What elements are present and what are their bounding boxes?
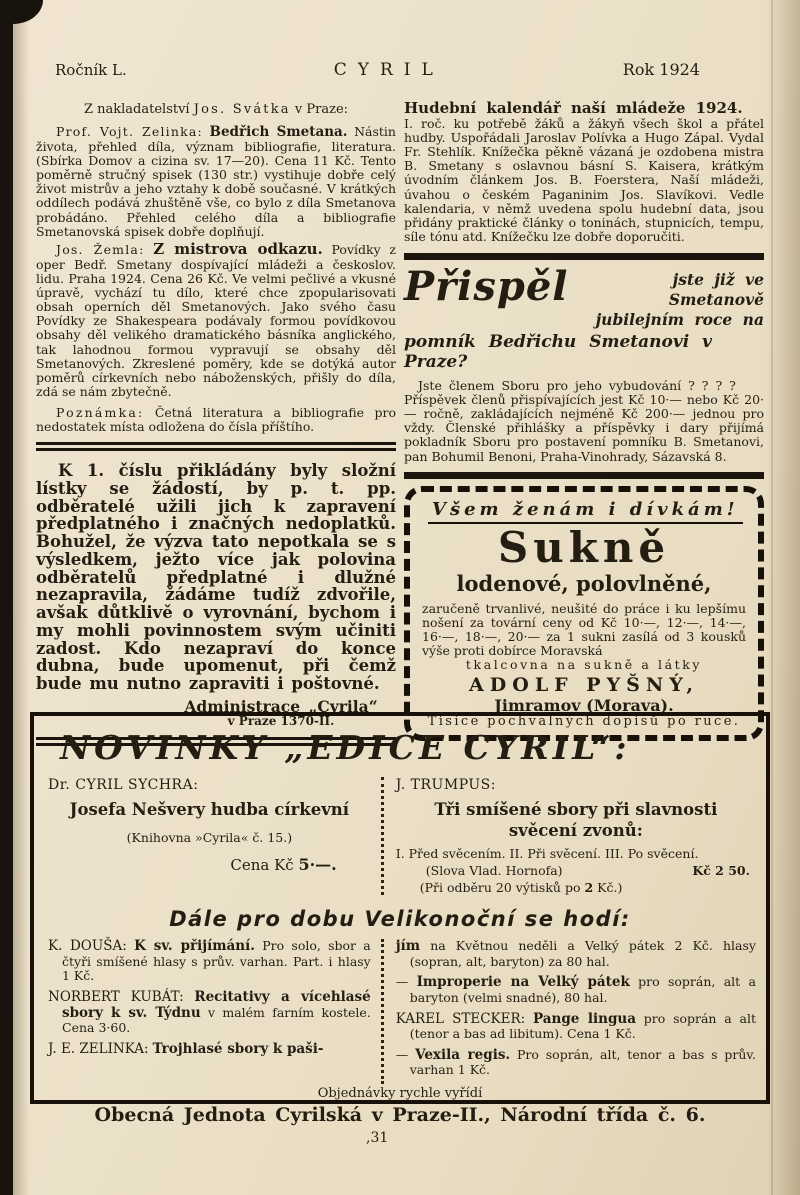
novinky-row-1 (34, 767, 766, 895)
review-body: Nástin života, přehled díla, význam bibliografie, literatura. (Sbírka Domov a cizina sv. 17—20). Cena 11 Kč. Tento poměrně stručný spisek (130 str.) vystihuje dobře celý život mistrův a jeho vztahy k době současné. V krátkých oddílech podává zhuštěně vše, co bylo z díla Smetanova probádáno. Přehled celého díla a bibliografie Smetanovská spisek dobře doplňují. (36, 123, 396, 239)
item-detail-1: I. Před svěcením. II. Při svěcení. III. Po svěcení. (395, 846, 699, 862)
ad-company-name: ADOLF PYŠNÝ, (469, 674, 699, 697)
novinky-item-sychra (48, 777, 381, 895)
order-note: Objednávky rychle vyřídí (317, 1085, 483, 1101)
memorial-appeal (404, 263, 764, 464)
signature-address: v Praze 1370-II. (227, 714, 335, 729)
ad-product-name: Sukně (497, 522, 671, 572)
entry-rest: v malém farním kostele. Cena 3·60. (62, 1004, 371, 1036)
item-title-line1: Tři smíšené sbory při slavnosti (434, 800, 718, 819)
easter-list-right (381, 939, 756, 1084)
easter-entry-dousa (48, 939, 371, 984)
section-divider (36, 442, 396, 451)
calendar-title: Hudební kalendář naší mládeže 1924. (404, 99, 743, 117)
detail-tail: Kč.) (593, 880, 623, 896)
entry-rest: pro soprán, alt a baryton (velmi snadné), 80 hal. (409, 974, 756, 1006)
memorial-side-lines (580, 268, 764, 330)
page-header (45, 60, 755, 80)
easter-heading: Dále pro dobu Velikonoční se hodí: (169, 907, 631, 932)
item-title: Josefa Nešvery hudba církevní (69, 800, 350, 819)
ad-headline: Všem ženám i dívkám! (428, 500, 743, 524)
review-book-title: Bedřich Smetana. (209, 123, 348, 140)
price-value: 5·—. (298, 854, 337, 874)
review-paragraph-zelinka (36, 125, 396, 239)
review-paragraph-zemla (36, 241, 396, 399)
novinky-row-2 (34, 931, 766, 1084)
ad-footer-line: Tisíce pochvalných dopisů po ruce. (427, 713, 741, 729)
item-detail-3 (396, 880, 756, 895)
memorial-headline-line3: pomník Bedřichu Smetanovi v Praze? (404, 332, 712, 372)
easter-list-left (48, 939, 381, 1084)
item-series: (Knihovna »Cyrila« č. 15.) (126, 829, 293, 845)
note-body: Četná literatura a bibliografie pro nedostatek místa odložena do čísla příštího. (36, 405, 396, 435)
entry-rest: Pro solo, sbor a čtyři smíšené hlasy s prův. varhan. Part. i hlasy 1 Kč. (62, 938, 371, 984)
signature-name: Administrace „Cyrila“ (184, 696, 378, 716)
page-number: ,31 (366, 1130, 389, 1146)
left-column (36, 103, 396, 746)
entry-author: J. E. ZELINKA: (48, 1040, 149, 1057)
ad-company-place: Jimramov (Morava). (494, 695, 674, 715)
entry-title: jím (395, 938, 421, 955)
publisher-heading-lead: Z nakladatelství (83, 102, 190, 117)
scan-left-shadow (13, 0, 29, 1195)
scan-left-edge (0, 0, 13, 1195)
heavy-rule (404, 472, 764, 479)
item-title-line2: svěcení zvonů: (508, 820, 643, 840)
memorial-side-line2: jubilejním roce na (595, 310, 764, 330)
review-author: Prof. Vojt. Zelinka: (56, 123, 203, 139)
entry-rest: Pro soprán, alt, tenor a bas s prův. varhan 1 Kč. (409, 1046, 756, 1078)
entry-title: K sv. přijímání. (134, 938, 255, 955)
year-label: Rok 1924 (622, 60, 700, 79)
easter-entry-kubat (48, 990, 371, 1036)
editor-note (36, 406, 396, 434)
entry-author: KAREL STECKER: (395, 1010, 526, 1027)
easter-entry-vexila (396, 1048, 756, 1078)
entry-prefix: — (395, 974, 417, 990)
entry-title: Vexila regis. (415, 1046, 511, 1063)
review-body: Povídky z oper Bedř. Smetany dospívající mládeži a českoslov. lidu. Praha 1924. Cena 26 Kč. Ve velmi pečlivé a vkusné úpravě, vychází tu dílo, které chce zpopularisovati obsah operních děl Smetanových. Jako svého času Povídky ze Shakespeara podávaly formou povídkovou obsahy děl velikého dramatického básníka anglického, tak lahodnou formou vypravují se obsahy děl Smetanových. Zkreslené poměry, kde se dotýká autor poměrů církevních nebo náboženských, přišly do díla, zdá se nám zbytečně. (36, 241, 396, 399)
heavy-rule (404, 253, 764, 260)
item-author: Dr. CYRIL SYCHRA: (48, 777, 199, 793)
easter-entry-stecker (396, 1012, 756, 1042)
ad-weaver-line: tkalcovna na sukně a látky (465, 657, 703, 673)
scan-corner-mark (13, 0, 43, 24)
item-author: J. TRUMPUS: (395, 777, 496, 793)
detail-count: 2 (584, 880, 594, 896)
page-crease (771, 0, 773, 1195)
publisher-heading-tail: v Praze: (294, 102, 349, 117)
easter-entry-improperie (396, 975, 756, 1005)
item-price (48, 855, 371, 874)
publisher-heading (36, 103, 396, 118)
entry-rest: na Květnou neděli a Velký pátek 2 Kč. hlasy (sopran, alt, baryton) za 80 hal. (409, 938, 756, 969)
skirt-advertisement (404, 486, 764, 741)
ad-product-subtitle: lodenové, polovlněné, (456, 570, 712, 596)
order-address: Obecná Jednota Cyrilská v Praze-II., Národní třída č. 6. (94, 1103, 706, 1126)
review-author: Jos. Žemla: (56, 241, 145, 257)
entry-title: Improperie na Velký pátek (416, 974, 630, 991)
entry-prefix: — (395, 1046, 416, 1062)
novinky-box (30, 712, 770, 1126)
note-label: Poznámka: (56, 405, 145, 420)
easter-entry-zelinka (48, 1042, 371, 1058)
detail-text: (Při odběru 20 výtisků po (419, 880, 585, 896)
memorial-big-word: Přispěl (404, 263, 569, 311)
entry-rest: pro soprán a alt (tenor a bas ad libitum). Cena 1 Kč. (409, 1010, 756, 1042)
easter-entry-continuation (396, 939, 756, 969)
entry-title: Trojhlasé sbory k paši- (152, 1040, 324, 1057)
item-title (396, 800, 756, 841)
entry-title: Pange lingua (533, 1010, 636, 1027)
novinky-title: NOVINKY „EDICE CYRIL“: (60, 728, 631, 767)
entry-author: K. DOUŠA: (48, 938, 127, 955)
entry-title: Recitativy a vícehlasé sbory k sv. Týdnu (62, 988, 371, 1021)
subscription-notice: K 1. číslu přikládány byly složní lístky se žádostí, by p. t. pp. odběratelé užili jich k zapravení předplatného i značných nedoplatků. Bohužel, že výzva tato nepotkala se s výsledkem, ježto více jak polovina odběratelů předplatné i dlužné nezapravila, žádáme tudíž zdvořile, avšak důtklivě o vyrovnání, bychom i my mohli povinnostem svým učiniti zadost. Kdo nezapraví do konce dubna, bude upomenut, při čemž bude mu nutno zapraviti i poštovné. (36, 461, 396, 694)
detail-words: (Slova Vlad. Hornofa) (425, 863, 563, 879)
price-label: Cena Kč (230, 855, 299, 874)
review-book-title: Z mistrova odkazu. (153, 239, 323, 258)
novinky-item-trumpus (381, 777, 756, 895)
publisher-name: Jos. Svátka (193, 102, 291, 117)
volume-label: Ročník L. (55, 61, 127, 79)
memorial-headline (404, 263, 764, 330)
memorial-question: Jste členem Sboru pro jeho vybudování ? ? ? ? (418, 377, 736, 393)
memorial-body: Příspěvek členů přispívajících jest Kč 10·— nebo Kč 20·— ročně, zakládajících nejméně Kč 200·— jednou pro vždy. Členské přihlášky a příspěvky i dary přijímá pokladník Sboru pro postavení pomníku B. Smetanovi, pan Bohumil Benoni, Praha-Vinohrady, Sázavská 8. (404, 392, 764, 464)
journal-title: CYRIL (333, 60, 444, 80)
calendar-body: I. roč. ku potřebě žáků a žákyň všech škol a přátel hudby. Uspořádali Jaroslav Polívka a Hugo Zápal. Vydal Fr. Stehlík. Knížečka pěkně vázaná je ozdobena mistra B. Smetany s oslavnou básní S. Kaisera, krátkým úvodním článkem Jos. B. Foerstera, Naší mládeži, úvahou o českém Paganinim Jos. Slavíkovi. Vedle kalendaria, v němž uvedena spolu hudební data, jsou přidány praktické články o toninách, stupnicích, tempu, síle tónu atd. Knížečku lze dobře doporučiti. (404, 115, 764, 244)
item-detail-2 (396, 863, 756, 878)
right-column (404, 100, 764, 741)
detail-price: Kč 2 50. (692, 863, 750, 879)
entry-author: NORBERT KUBÁT: (48, 988, 184, 1005)
ad-body-text: zaručeně trvanlivé, neušité do práce i ku lepšímu nošení za tovární ceny od Kč 10·—, 12·—, 14·—, 16·—, 18·—, 20·— za 1 sukni zasílá od 3 kousků výše proti dobírce Moravská (422, 600, 746, 659)
memorial-side-line1: jste již ve Smetanově (668, 270, 764, 310)
